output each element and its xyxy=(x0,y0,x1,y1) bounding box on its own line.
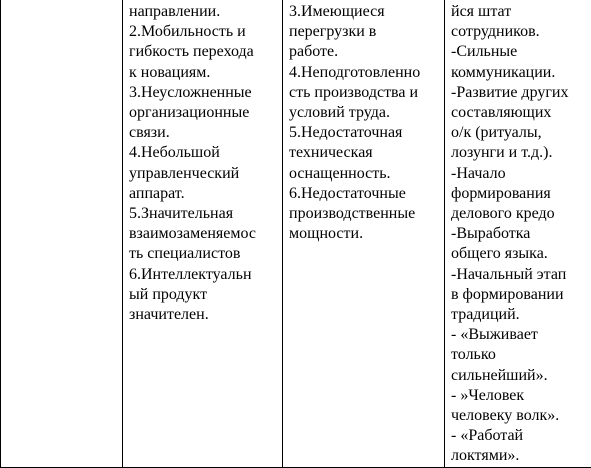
cell-text-col2: направлении. 2.Мобильность и гибкость перехода к новациям. 3.Неусложненные организационные связи. 4.Небольшой управленческий аппарат. 5.Значительная взаимозаменяемос ть специалистов 6.Интеллектуальн ый продукт значителен. xyxy=(123,0,282,325)
table-cell-col4 xyxy=(445,0,591,467)
table-cell-col2 xyxy=(123,0,283,467)
table-row xyxy=(1,0,591,467)
table-cell-col1 xyxy=(1,0,123,467)
cell-text-col3: 3.Имеющиеся перегрузки в работе. 4.Неподготовленно сть производства и условий труда. 5.Недостаточная техническая оснащенность. 6.Недостаточные производственные мощности. xyxy=(283,0,444,244)
table-cell-col3 xyxy=(283,0,445,467)
cell-text-col4: йся штат сотрудников. -Сильные коммуникации. -Развитие других составляющих о/к (ритуалы, лозунги и т.д.). -Начало формирования делового кредо -Выработка общего языка. -Начальный этап в формировании традиций. - «Выживает только сильнейший». - »Человек человеку волк». - «Работай локтями». xyxy=(445,0,591,467)
